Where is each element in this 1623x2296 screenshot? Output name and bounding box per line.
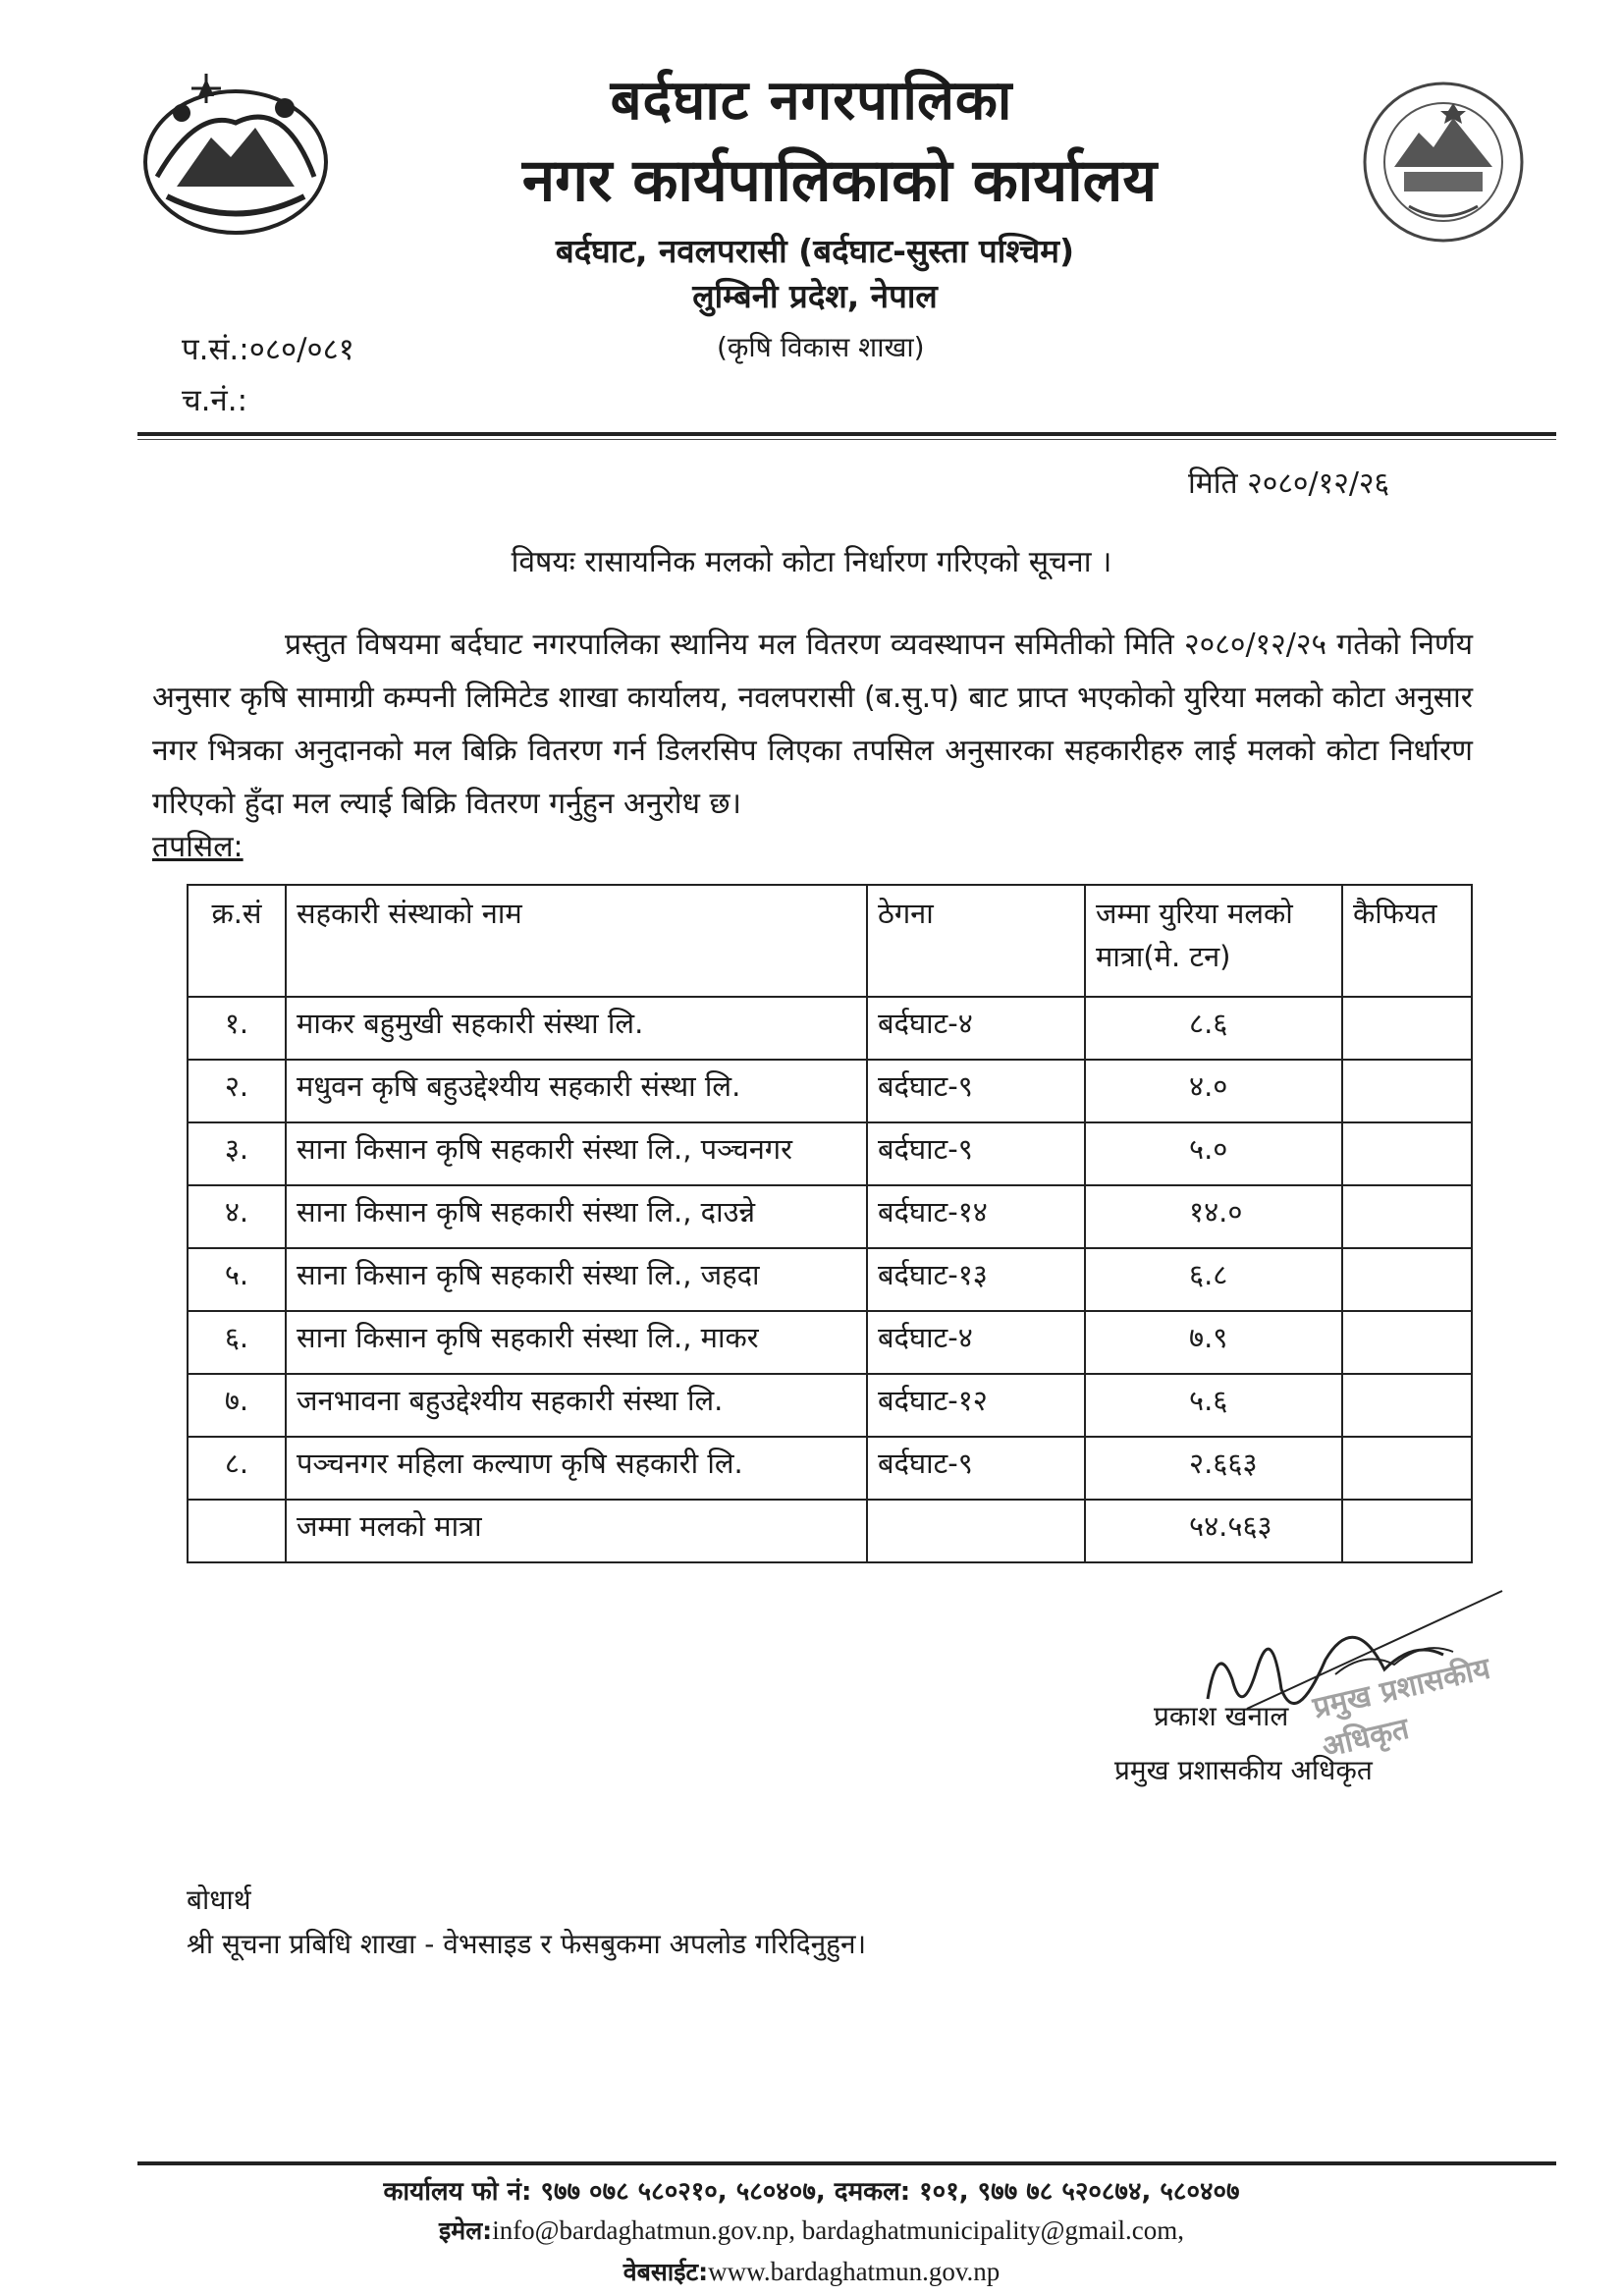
cc-label: बोधार्थ bbox=[187, 1884, 251, 1916]
cell-sn: १. bbox=[188, 997, 286, 1060]
cc-line: श्री सूचना प्रबिधि शाखा - वेभसाइड र फेसबुकमा अपलोड गरिदिनुहुन। bbox=[187, 1928, 867, 1960]
header-divider-thin bbox=[137, 439, 1556, 440]
cell-quantity: ८.६ bbox=[1189, 1007, 1228, 1040]
table-row bbox=[188, 1060, 1472, 1122]
header-line-1: बर्दघाट नगरपालिका bbox=[610, 69, 1013, 133]
cell-address: बर्दघाट-१४ bbox=[867, 1185, 1085, 1248]
cell-sn: ३. bbox=[188, 1122, 286, 1185]
table-row bbox=[188, 1374, 1472, 1437]
footer-phone: कार्यालय फो नं: ९७७ ०७८ ५८०२१०, ५८०४०७, दमकल: १०१, ९७७ ७८ ५२०८७४, ५८०४०७ bbox=[383, 2177, 1240, 2207]
cell-name: जनभावना बहुउद्देश्यीय सहकारी संस्था लि. bbox=[286, 1374, 867, 1437]
cell-remarks bbox=[1342, 1374, 1472, 1437]
cell-name: साना किसान कृषि सहकारी संस्था लि., जहदा bbox=[286, 1248, 867, 1311]
cell-quantity: ४.० bbox=[1189, 1069, 1228, 1103]
header-name: सहकारी संस्थाको नाम bbox=[286, 885, 867, 997]
cell-address: बर्दघाट-४ bbox=[867, 997, 1085, 1060]
header-address: ठेगना bbox=[867, 885, 1085, 997]
branch-name: (कृषि विकास शाखा) bbox=[717, 331, 925, 363]
cell-quantity: २.६६३ bbox=[1189, 1447, 1258, 1480]
cell-quantity: १४.० bbox=[1189, 1195, 1243, 1229]
cell-remarks bbox=[1342, 1311, 1472, 1374]
signer-title: प्रमुख प्रशासकीय अधिकृत bbox=[1114, 1754, 1373, 1786]
cell-quantity: ७.९ bbox=[1189, 1321, 1228, 1354]
official-stamp: प्रमुख प्रशासकीय अधिकृत bbox=[1310, 1651, 1493, 1766]
table-row bbox=[188, 997, 1472, 1060]
dispatch-number: च.नं.: bbox=[182, 383, 248, 418]
signer-name: प्रकाश खनाल bbox=[1154, 1700, 1289, 1732]
cell-name: साना किसान कृषि सहकारी संस्था लि., माकर bbox=[286, 1311, 867, 1374]
letter-body: प्रस्तुत विषयमा बर्दघाट नगरपालिका स्थानिय मल वितरण व्यवस्थापन समितीको मिति २०८०/१२/२५ गतेको निर्णय अनुसार कृषि सामाग्री कम्पनी लिमिटेड शाखा कार्यालय, नवलपरासी (ब.सु.प) बाट प्राप्त भएकोको युरिया मलको कोटा अनुसार नगर भित्रका अनुदानको मल बिक्रि वितरण गर्न डिलरसिप लिएका तपसिल अनुसारका सहकारीहरु लाई मलको कोटा निर्धारण गरिएको हुँदा मल ल्याई बिक्रि वितरण गर्नुहुन अनुरोध छ। bbox=[152, 628, 1473, 821]
cell-remarks bbox=[1342, 1185, 1472, 1248]
header-province: लुम्बिनी प्रदेश, नेपाल bbox=[692, 277, 938, 315]
cell-quantity: ५.० bbox=[1189, 1132, 1228, 1166]
cell-remarks bbox=[1342, 1122, 1472, 1185]
table-total-row bbox=[188, 1500, 1472, 1562]
table-row bbox=[188, 1248, 1472, 1311]
header-sn: क्र.सं bbox=[188, 885, 286, 997]
header-quantity: जम्मा युरिया मलको मात्रा(मे. टन) bbox=[1085, 885, 1342, 997]
cell-address: बर्दघाट-९ bbox=[867, 1060, 1085, 1122]
footer-divider bbox=[137, 2161, 1556, 2165]
email-label: इमेल: bbox=[439, 2216, 493, 2245]
cell-name: माकर बहुमुखी सहकारी संस्था लि. bbox=[286, 997, 867, 1060]
cell-sn: ७. bbox=[188, 1374, 286, 1437]
cell-sn: ६. bbox=[188, 1311, 286, 1374]
header-address: बर्दघाट, नवलपरासी (बर्दघाट-सुस्ता पश्चिम) bbox=[555, 232, 1075, 270]
cell-quantity: ६.८ bbox=[1189, 1258, 1228, 1291]
cell-remarks bbox=[1342, 1060, 1472, 1122]
header-line-2: नगर कार्यपालिकाको कार्यालय bbox=[521, 146, 1158, 215]
header-remarks: कैफियत bbox=[1342, 885, 1472, 997]
cell-quantity: ५.६ bbox=[1189, 1384, 1228, 1417]
table-row bbox=[188, 1122, 1472, 1185]
table-row bbox=[188, 1437, 1472, 1500]
footer-website bbox=[0, 2255, 1623, 2288]
table-row bbox=[188, 1311, 1472, 1374]
table-row bbox=[188, 1185, 1472, 1248]
cell-sn: २. bbox=[188, 1060, 286, 1122]
details-label: तपसिल: bbox=[152, 830, 243, 864]
email-value: info@bardaghatmun.gov.np, bardaghatmunicipality@gmail.com, bbox=[492, 2215, 1184, 2245]
cell-name: साना किसान कृषि सहकारी संस्था लि., पञ्चनगर bbox=[286, 1122, 867, 1185]
total-label: जम्मा मलको मात्रा bbox=[286, 1500, 867, 1562]
footer-email bbox=[0, 2214, 1623, 2247]
cell-sn: ८. bbox=[188, 1437, 286, 1500]
cell-address: बर्दघाट-१२ bbox=[867, 1374, 1085, 1437]
letter-date: मिति २०८०/१२/२६ bbox=[1188, 466, 1390, 501]
cell-address: बर्दघाट-९ bbox=[867, 1437, 1085, 1500]
table-header-row bbox=[188, 885, 1472, 997]
quota-table bbox=[187, 884, 1473, 1563]
letter-subject: विषयः रासायनिक मलको कोटा निर्धारण गरिएको सूचना । bbox=[511, 545, 1112, 579]
cell-sn: ५. bbox=[188, 1248, 286, 1311]
cell-name: पञ्चनगर महिला कल्याण कृषि सहकारी लि. bbox=[286, 1437, 867, 1500]
cell-address: बर्दघाट-१३ bbox=[867, 1248, 1085, 1311]
cell-sn: ४. bbox=[188, 1185, 286, 1248]
header-divider bbox=[137, 432, 1556, 436]
total-quantity: ५४.५६३ bbox=[1189, 1509, 1272, 1543]
cell-remarks bbox=[1342, 1437, 1472, 1500]
cell-address: बर्दघाट-९ bbox=[867, 1122, 1085, 1185]
cell-name: मधुवन कृषि बहुउद्देश्यीय सहकारी संस्था लि. bbox=[286, 1060, 867, 1122]
web-value: www.bardaghatmun.gov.np bbox=[708, 2257, 1001, 2286]
reference-number: प.सं.:०८०/०८१ bbox=[182, 332, 354, 367]
cell-name: साना किसान कृषि सहकारी संस्था लि., दाउन्ने bbox=[286, 1185, 867, 1248]
cell-address: बर्दघाट-४ bbox=[867, 1311, 1085, 1374]
cell-remarks bbox=[1342, 1248, 1472, 1311]
cell-remarks bbox=[1342, 997, 1472, 1060]
web-label: वेबसाईट: bbox=[622, 2258, 709, 2286]
